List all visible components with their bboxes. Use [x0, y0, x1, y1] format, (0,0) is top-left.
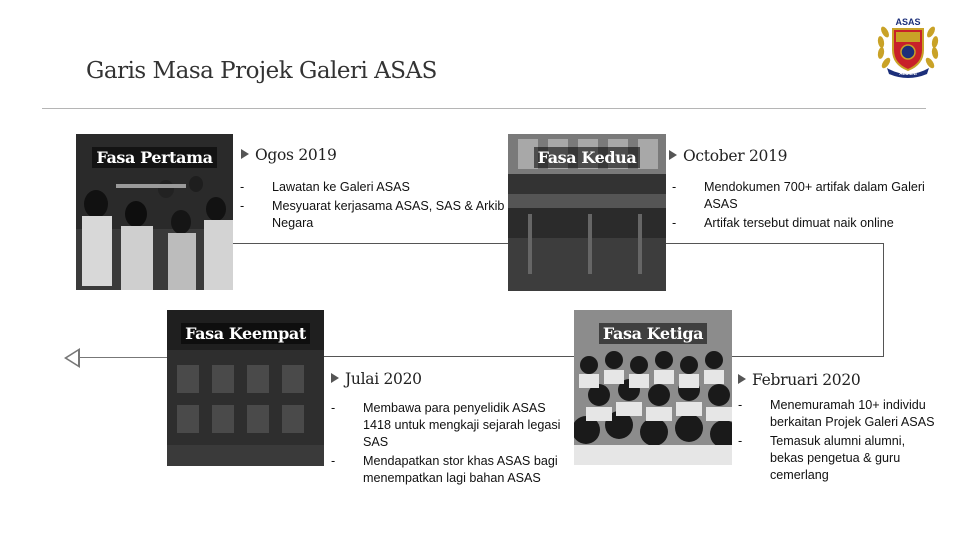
- phase-4-photo: [167, 310, 324, 466]
- timeline-line-right-vertical: [883, 243, 884, 357]
- timeline-line-bottom-right: [732, 356, 884, 357]
- phase-4-date-text: Julai 2020: [345, 370, 422, 388]
- phase-3-bullets: [738, 397, 938, 486]
- phase-1-label: Fasa Pertama: [92, 147, 216, 168]
- list-item: - Mendokumen 700+ artifak dalam Galeri ASAS: [672, 179, 947, 213]
- asas-alumni-logo: [873, 12, 943, 80]
- list-item: - Artifak tersebut dimuat naik online: [672, 215, 947, 232]
- play-triangle-icon: [669, 150, 677, 160]
- phase-4-bullets: [331, 400, 566, 489]
- phase-3-label: Fasa Ketiga: [599, 323, 707, 344]
- list-item: - Menemuramah 10+ individu berkaitan Projek Galeri ASAS: [738, 397, 938, 431]
- slide-title: Garis Masa Projek Galeri ASAS: [86, 58, 437, 84]
- play-triangle-icon: [331, 373, 339, 383]
- list-item: - Mesyuarat kerjasama ASAS, SAS & Arkib Negara: [240, 198, 505, 232]
- phase-4-label: Fasa Keempat: [181, 323, 310, 344]
- list-item: - Membawa para penyelidik ASAS 1418 untuk mengkaji sejarah legasi SAS: [331, 400, 566, 451]
- phase-2-date: [669, 147, 787, 165]
- play-triangle-icon: [738, 374, 746, 384]
- logo-bottom-text: ALUMNI: [899, 71, 917, 76]
- phase-1-photo: [76, 134, 233, 290]
- list-item: - Mendapatkan stor khas ASAS bagi menempatkan lagi bahan ASAS: [331, 453, 566, 487]
- logo-top-text: ASAS: [895, 17, 921, 27]
- phase-2-label: Fasa Kedua: [534, 147, 641, 168]
- title-divider: [42, 108, 926, 109]
- phase-1-date-text: Ogos 2019: [255, 146, 337, 164]
- play-triangle-icon: [241, 149, 249, 159]
- phase-2-bullets: [672, 179, 947, 234]
- timeline-line-top: [233, 243, 509, 244]
- list-item: - Temasuk alumni alumni, bekas pengetua & guru cemerlang: [738, 433, 938, 484]
- phase-3-date-text: Februari 2020: [752, 371, 861, 389]
- phase-3-photo: [574, 310, 732, 465]
- phase-1-bullets: [240, 179, 505, 234]
- phase-3-date: [738, 371, 860, 389]
- timeline-line-bottom-mid: [324, 356, 574, 357]
- phase-2-date-text: October 2019: [683, 147, 788, 165]
- timeline-line-bottom-left: [80, 357, 167, 358]
- phase-1-date: [241, 146, 337, 164]
- list-item: - Lawatan ke Galeri ASAS: [240, 179, 505, 196]
- phase-2-photo: [508, 134, 666, 291]
- timeline-line-top-right: [666, 243, 884, 244]
- phase-4-date: [331, 370, 422, 388]
